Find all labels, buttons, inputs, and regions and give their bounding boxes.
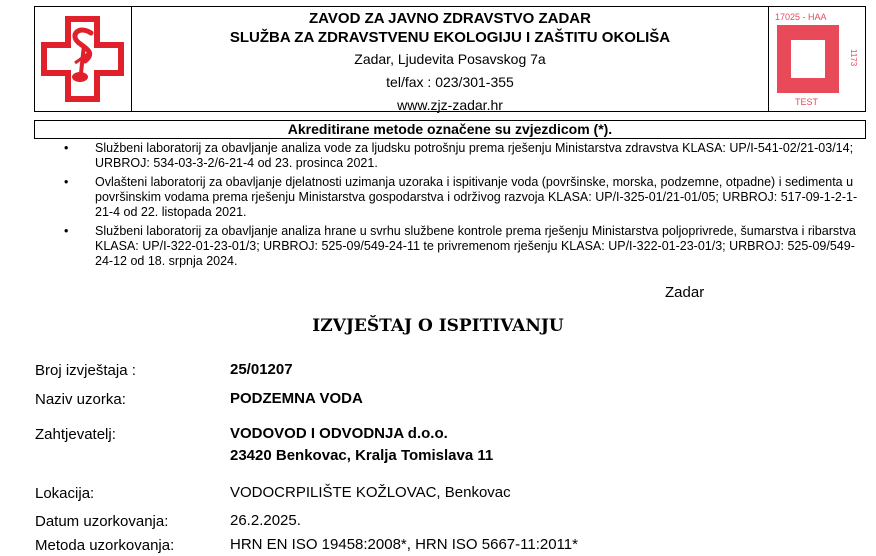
list-item: • Službeni laboratorij za obavljanje analiza vode za ljudsku potrošnju prema rješenju Ministarstva zdravstva KLASA: UP/I-541-02/21-03/14; URBROJ: 534-03-3-2/6-21-4 od 23. prosinca 2021. [64, 141, 854, 170]
sampling-date-value: 26.2.2025. [230, 512, 301, 529]
document-header [34, 6, 866, 112]
accreditation-bottom-text: TEST [795, 97, 819, 107]
red-cross-caduceus-icon [35, 7, 130, 109]
org-phone: tel/fax : 023/301-355 [386, 74, 514, 90]
org-address: Zadar, Ljudevita Posavskog 7a [354, 51, 546, 67]
accreditation-note: Akreditirane metode označene su zvjezdicom (*). [34, 120, 866, 139]
org-department: SLUŽBA ZA ZDRAVSTVENU EKOLOGIJU I ZAŠTITU OKOLIŠA [229, 29, 671, 46]
list-item: • Službeni laboratorij za obavljanje analiza hrane u svrhu službene kontrole prema rješenju Ministarstva poljoprivrede, šumarstva i ribarstva KLASA: UP/I-322-01-23-01/3; URBROJ: 525-09/549-24-11 te privremenom rješenju KLASA: UP/I-322-01-23-01/3; URBROJ: 525-09/549-24-12 od 18. srpnja 2024. [64, 224, 856, 268]
list-item: • Ovlašteni laboratorij za obavljanje djelatnosti uzimanja uzoraka i ispitivanje voda (površinske, morska, podzemne, otpadne) i sedimenta u površinskim vodama prema rješenju Ministarstva gospodarstva i održivog razvoja KLASA: UP/I-325-01/21-01/05; URBROJ: 517-09-1-2-1-21-4 od 22. listopada 2021. [64, 175, 858, 219]
org-website[interactable]: www.zjz-zadar.hr [397, 97, 503, 113]
accreditation-top-text: 17025 - HAA [775, 12, 827, 22]
client-label: Zahtjevatelj: [35, 426, 116, 443]
laboratory-authorizations [62, 141, 862, 273]
accreditation-logo [768, 7, 865, 111]
accreditation-side-text: 1173 [849, 49, 858, 67]
organization-info [132, 7, 768, 116]
sampling-method-value: HRN EN ISO 19458:2008*, HRN ISO 5667-11:2011* [230, 536, 578, 553]
bullet-icon: • [64, 141, 69, 155]
institute-logo [35, 7, 132, 111]
report-title: IZVJEŠTAJ O ISPITIVANJU [312, 316, 564, 336]
sample-name-value: PODZEMNA VODA [230, 390, 363, 407]
client-address: 23420 Benkovac, Kralja Tomislava 11 [230, 447, 494, 464]
client-name: VODOVOD I ODVODNJA d.o.o. [230, 425, 448, 442]
org-name: ZAVOD ZA JAVNO ZDRAVSTVO ZADAR [309, 10, 591, 27]
bullet-icon: • [64, 175, 69, 189]
sampling-date-label: Datum uzorkovanja: [35, 513, 169, 530]
accreditation-mark-icon [769, 7, 864, 109]
location-value: VODOCRPILIŠTE KOŽLOVAC, Benkovac [230, 484, 511, 501]
report-number-label: Broj izvještaja : [35, 362, 136, 379]
place: Zadar [665, 284, 705, 301]
location-label: Lokacija: [35, 485, 95, 502]
sampling-method-label: Metoda uzorkovanja: [35, 537, 175, 554]
bullet-icon: • [64, 224, 69, 238]
report-number-value: 25/01207 [230, 361, 293, 378]
sample-name-label: Naziv uzorka: [35, 391, 126, 408]
